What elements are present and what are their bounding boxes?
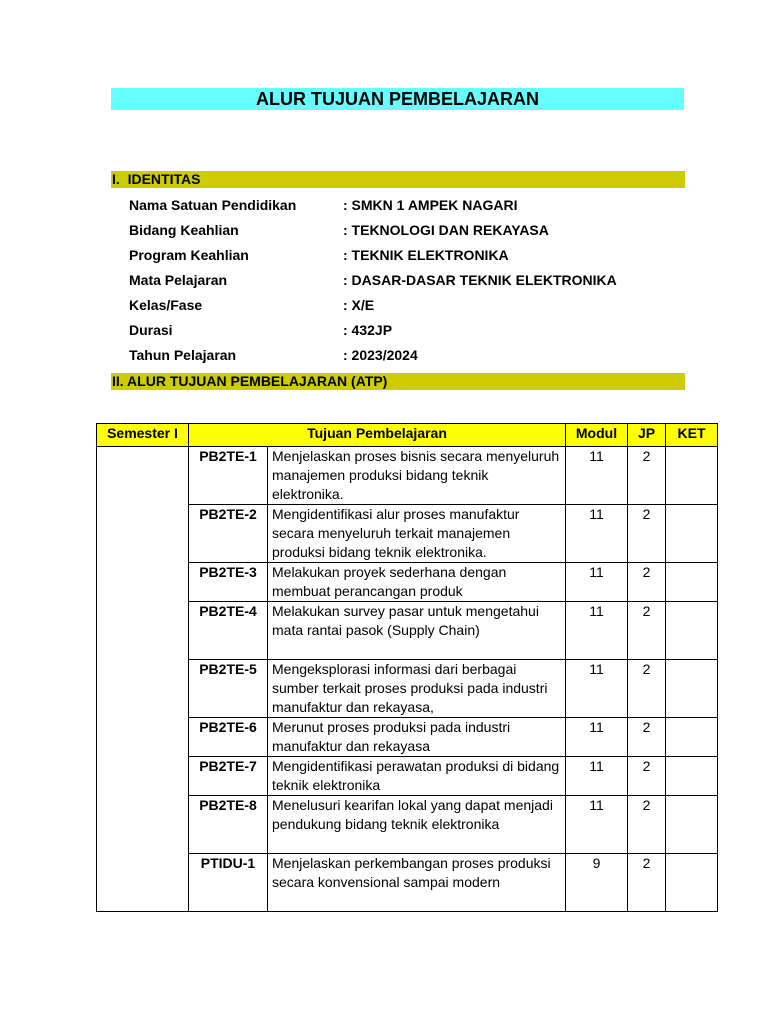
tp-code: PB2TE-8: [189, 796, 268, 854]
tp-code: PB2TE-3: [189, 563, 268, 602]
section-identitas-header: [111, 171, 685, 188]
jp-value: 2: [628, 447, 666, 505]
modul-value: 11: [566, 602, 628, 660]
identity-label: Nama Satuan Pendidikan: [129, 197, 297, 213]
tp-description: Melakukan proyek sederhana dengan membuat perancangan produk: [268, 563, 566, 602]
tp-code: PB2TE-5: [189, 660, 268, 718]
ket-value: [666, 757, 718, 796]
tp-description: Mengidentifikasi perawatan produksi di bidang teknik elektronika: [268, 757, 566, 796]
tp-description: Melakukan survey pasar untuk mengetahui mata rantai pasok (Supply Chain): [268, 602, 566, 660]
identity-value: : 432JP: [343, 322, 393, 338]
jp-value: 2: [628, 854, 666, 912]
header-ket: KET: [666, 424, 718, 447]
identity-value: : DASAR-DASAR TEKNIK ELEKTRONIKA: [343, 272, 617, 288]
header-semester: Semester I: [97, 424, 189, 447]
header-tujuan: Tujuan Pembelajaran: [189, 424, 566, 447]
identity-value: : 2023/2024: [343, 347, 418, 363]
identity-value: : TEKNOLOGI DAN REKAYASA: [343, 222, 549, 238]
tp-code: PB2TE-2: [189, 505, 268, 563]
modul-value: 11: [566, 660, 628, 718]
modul-value: 9: [566, 854, 628, 912]
table-row: [97, 505, 718, 563]
modul-value: 11: [566, 505, 628, 563]
table-row: [97, 563, 718, 602]
section-label: IDENTITAS: [127, 171, 201, 187]
ket-value: [666, 854, 718, 912]
table-row: [97, 757, 718, 796]
ket-value: [666, 563, 718, 602]
identity-value: : SMKN 1 AMPEK NAGARI: [343, 197, 518, 213]
tp-description: Menelusuri kearifan lokal yang dapat menjadi pendukung bidang teknik elektronika: [268, 796, 566, 854]
modul-value: 11: [566, 563, 628, 602]
ket-value: [666, 447, 718, 505]
identity-label: Durasi: [129, 322, 173, 338]
tp-code: PB2TE-6: [189, 718, 268, 757]
tp-code: PTIDU-1: [189, 854, 268, 912]
atp-table: [96, 423, 718, 912]
tp-code: PB2TE-7: [189, 757, 268, 796]
table-row: [97, 660, 718, 718]
identity-value: : TEKNIK ELEKTRONIKA: [343, 247, 509, 263]
ket-value: [666, 602, 718, 660]
header-jp: JP: [628, 424, 666, 447]
modul-value: 11: [566, 757, 628, 796]
tp-description: Mengidentifikasi alur proses manufaktur secara menyeluruh terkait manajemen produksi bidang teknik elektronika.: [268, 505, 566, 563]
ket-value: [666, 505, 718, 563]
section-atp-header: [111, 373, 685, 390]
jp-value: 2: [628, 718, 666, 757]
header-modul: Modul: [566, 424, 628, 447]
jp-value: 2: [628, 563, 666, 602]
modul-value: 11: [566, 796, 628, 854]
ket-value: [666, 796, 718, 854]
table-row: [97, 796, 718, 854]
identity-label: Program Keahlian: [129, 247, 249, 263]
table-row: [97, 602, 718, 660]
tp-description: Menjelaskan perkembangan proses produksi secara konvensional sampai modern: [268, 854, 566, 912]
table-header-row: [97, 424, 718, 447]
jp-value: 2: [628, 660, 666, 718]
jp-value: 2: [628, 505, 666, 563]
identity-label: Kelas/Fase: [129, 297, 203, 313]
jp-value: 2: [628, 796, 666, 854]
tp-description: Merunut proses produksi pada industri manufaktur dan rekayasa: [268, 718, 566, 757]
jp-value: 2: [628, 757, 666, 796]
ket-value: [666, 660, 718, 718]
identity-label: Mata Pelajaran: [129, 272, 228, 288]
ket-value: [666, 718, 718, 757]
modul-value: 11: [566, 718, 628, 757]
page-title: ALUR TUJUAN PEMBELAJARAN: [111, 88, 684, 110]
identity-label: Bidang Keahlian: [129, 222, 239, 238]
section-number: II.: [112, 373, 124, 389]
tp-code: PB2TE-1: [189, 447, 268, 505]
table-row: [97, 854, 718, 912]
section-label: ALUR TUJUAN PEMBELAJARAN (ATP): [127, 373, 388, 389]
tp-code: PB2TE-4: [189, 602, 268, 660]
modul-value: 11: [566, 447, 628, 505]
tp-description: Menjelaskan proses bisnis secara menyeluruh manajemen produksi bidang teknik elektronika.: [268, 447, 566, 505]
table-row: [97, 447, 718, 505]
semester-cell: [97, 447, 189, 912]
section-number: I.: [112, 171, 120, 187]
identity-label: Tahun Pelajaran: [129, 347, 237, 363]
identity-value: : X/E: [343, 297, 375, 313]
jp-value: 2: [628, 602, 666, 660]
tp-description: Mengeksplorasi informasi dari berbagai sumber terkait proses produksi pada industri manufaktur dan rekayasa,: [268, 660, 566, 718]
table-row: [97, 718, 718, 757]
